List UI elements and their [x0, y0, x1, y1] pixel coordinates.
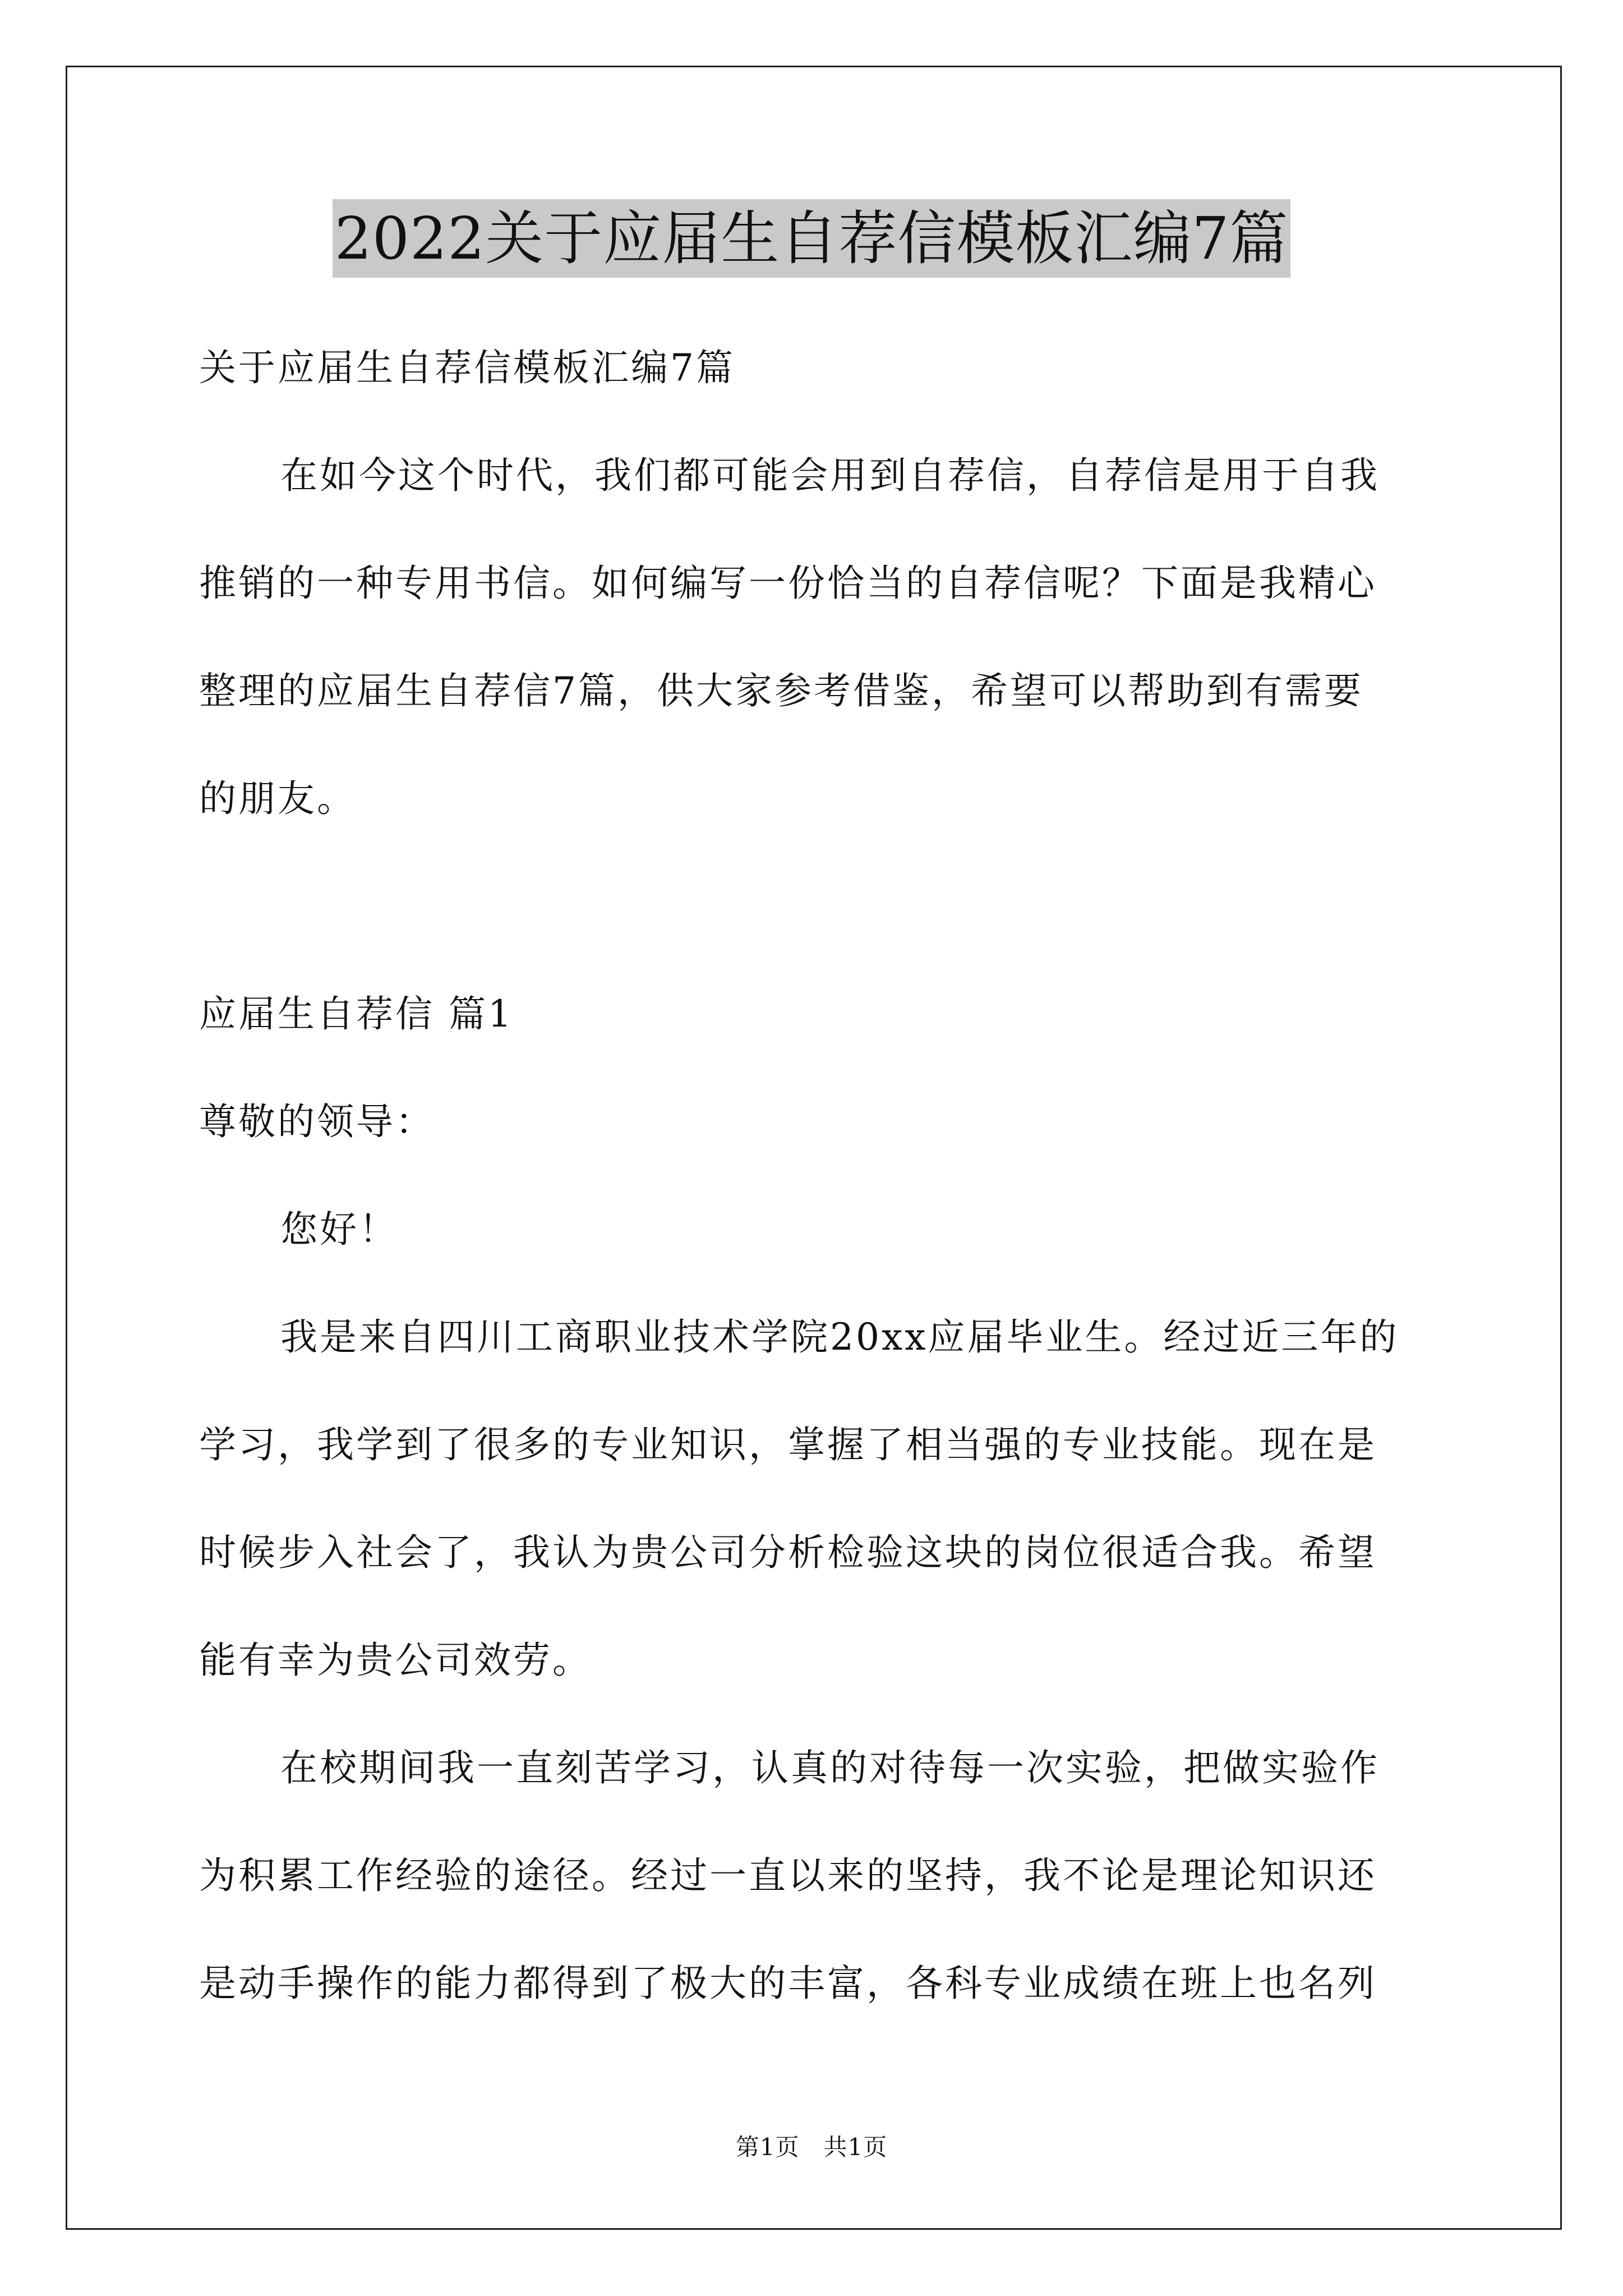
greeting-line: 您好！ — [280, 1208, 398, 1251]
body-line: 在如今这个时代，我们都可能会用到自荐信，自荐信是用于自我 — [280, 454, 1380, 497]
section-heading: 应届生自荐信 篇1 — [199, 992, 514, 1036]
body-line: 是动手操作的能力都得到了极大的丰富，各科专业成绩在班上也名列 — [199, 1962, 1377, 2005]
subtitle-line: 关于应届生自荐信模板汇编7篇 — [199, 346, 735, 389]
document-title: 2022关于应届生自荐信模板汇编7篇 — [333, 199, 1291, 278]
body-line: 推销的一种专用书信。如何编写一份恰当的自荐信呢？下面是我精心 — [199, 562, 1377, 605]
salutation-line: 尊敬的领导： — [199, 1100, 435, 1143]
page-footer: 第1页 共1页 — [735, 2133, 888, 2161]
paragraph-gap — [199, 853, 1427, 960]
title-area — [0, 199, 1623, 278]
body-line: 能有幸为贵公司效劳。 — [199, 1639, 592, 1682]
body-line: 时候步入社会了，我认为贵公司分析检验这块的岗位很适合我。希望 — [199, 1531, 1377, 1574]
document-body — [199, 314, 1427, 2037]
body-line: 我是来自四川工商职业技术学院20xx应届毕业生。经过近三年的 — [280, 1315, 1399, 1359]
body-line: 整理的应届生自荐信7篇，供大家参考借鉴，希望可以帮助到有需要 — [199, 669, 1363, 712]
body-line: 的朋友。 — [199, 777, 356, 820]
body-line: 在校期间我一直刻苦学习，认真的对待每一次实验，把做实验作 — [280, 1746, 1380, 1789]
body-line: 为积累工作经验的途径。经过一直以来的坚持，我不论是理论知识还 — [199, 1854, 1377, 1897]
body-line: 学习，我学到了很多的专业知识，掌握了相当强的专业技能。现在是 — [199, 1423, 1377, 1466]
